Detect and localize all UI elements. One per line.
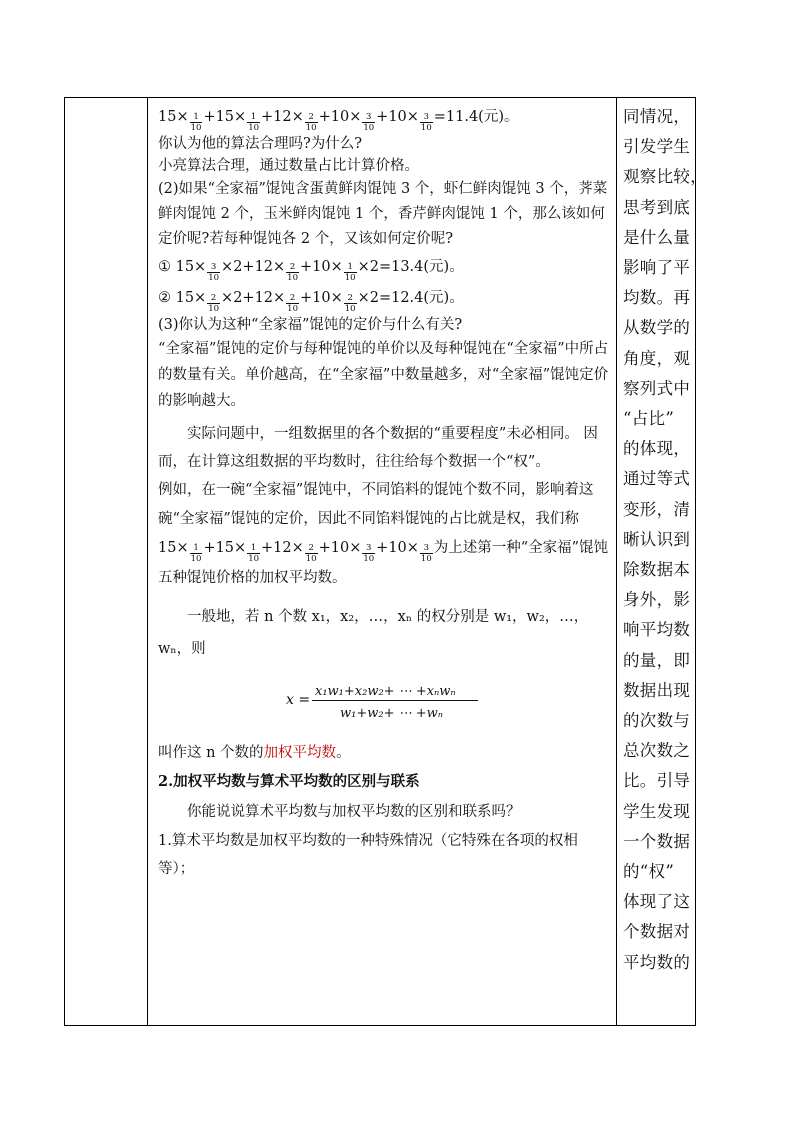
note-line: 体现了这: [623, 892, 691, 912]
note-line: 均数。再: [623, 288, 691, 308]
answer-1: 小亮算法合理，通过数量占比计算价格。: [158, 158, 419, 174]
fraction: $\frac{1}{10}$: [190, 112, 202, 133]
fraction: $\frac{1}{10}$: [190, 543, 202, 564]
weighted-mean-highlight: 加权平均数: [263, 745, 337, 761]
left-column: [65, 98, 148, 1026]
fraction: $\frac{1}{10}$: [344, 262, 356, 283]
fraction: $\frac{1}{10}$: [248, 112, 260, 133]
note-line: 通过等式: [623, 469, 691, 489]
design-notes: [617, 98, 707, 978]
note-line: 同情况，: [623, 107, 691, 126]
item-1: 1.算术平均数是加权平均数的一种特殊情况（它特殊在各项的权相等）；: [158, 833, 578, 877]
note-line: 响平均数: [623, 620, 691, 640]
note-line: 个数据对: [623, 922, 691, 942]
note-line: 的体现，: [623, 439, 691, 459]
note-line: 晰认识到: [623, 529, 691, 549]
fraction: $\frac{3}{10}$: [420, 543, 432, 564]
equation-line-1: 15× $\frac{1}{10}$ +15× $\frac{1}{10}$ +12× $\frac{2}{10}$ +10× $\frac{3}{10}$ +10× $\frac{3}{10}$ =11.4(元)。: [158, 109, 519, 133]
note-line: 数据出现: [623, 680, 691, 700]
equation-1: ① 15× $\frac{3}{10}$ ×2+12× $\frac{2}{10}$ +10× $\frac{1}{10}$ ×2=13.4(元)。: [158, 259, 464, 283]
note-line: 影响了平: [623, 258, 691, 278]
main-content: [148, 98, 616, 883]
fraction: $\frac{2}{10}$: [287, 262, 298, 283]
lesson-table: [64, 97, 707, 1026]
note-line: 变形，清: [623, 499, 691, 519]
note-line: 身外，影: [623, 590, 691, 610]
paragraph-weight: 实际问题中，一组数据里的各个数据的“重要程度”未必相同。 因而，在计算这组数据的平均数时，往往给每个数据一个“权”。: [158, 426, 598, 470]
fraction: $\frac{2}{10}$: [344, 293, 356, 314]
question-2: (2)如果“全家福”馄饨含蛋黄鲜肉馄饨 3 个，虾仁鲜肉馄饨 3 个，荠菜鲜肉馄饨 2 个，玉米鲜肉馄饨 1 个，香芹鲜肉馄饨 1 个，那么该如何定价呢?若每种馄饨各 2 个，又该如何定价呢?: [158, 181, 608, 247]
content-column: [148, 98, 617, 1026]
note-line: 的量，即: [623, 650, 691, 670]
note-line: 引发学生: [623, 137, 691, 157]
fraction: $\frac{2}{10}$: [208, 293, 220, 314]
weighted-mean-term: 叫作这 n 个数的加权平均数。: [158, 745, 351, 761]
fraction: $\frac{3}{10}$: [420, 112, 432, 133]
note-line: 观察比较，: [623, 167, 707, 187]
note-line: 的“权”: [623, 862, 675, 882]
note-line: 思考到底: [623, 197, 691, 217]
note-line: 的次数与: [623, 711, 691, 731]
question-3: (3)你认为这种“全家福”馄饨的定价与什么有关?: [158, 317, 463, 333]
note-line: 总次数之: [623, 741, 691, 761]
fraction: $\frac{3}{10}$: [363, 112, 375, 133]
fraction: $\frac{1}{10}$: [248, 543, 260, 564]
paragraph-example: 例如，在一碗“全家福”馄饨中，不同馅料的馄饨个数不同，影响着这碗“全家福”馄饨的定价，因此不同馅料馄饨的占比就是权，我们称 15× $\frac{1}{10}$ +15× $\frac{1}{10}$ +12× $\frac{2}{10}$ +10× $\frac{3}{10}$ +10× $\frac{3}{10}$ 为上述第一种“全家福”馄饨五种馄饨价格的加权平均数。: [158, 482, 609, 586]
note-line: 角度，观: [623, 348, 691, 368]
note-line: 平均数的: [623, 952, 691, 972]
question-1: 你认为他的算法合理吗?为什么?: [158, 136, 363, 152]
answer-3: “全家福”馄饨的定价与每种馄饨的单价以及每种馄饨在“全家福”中所占的数量有关。单价越高，在“全家福”中数量越多，对“全家福”馄饨定价的影响越大。: [158, 341, 609, 409]
weighted-mean-formula: [158, 673, 610, 735]
note-line: 除数据本: [623, 560, 691, 580]
fraction: $\frac{3}{10}$: [363, 543, 375, 564]
note-line: “占比”: [623, 409, 675, 429]
formula-fraction-bar: [312, 700, 478, 701]
note-line: 学生发现: [623, 801, 691, 821]
notes-column: [617, 98, 707, 1026]
note-line: 是什么量: [623, 227, 691, 247]
fraction: $\frac{2}{10}$: [305, 112, 317, 133]
note-line: 比。引导: [623, 771, 691, 791]
formula-lhs: x =: [286, 692, 311, 708]
fraction: $\frac{3}{10}$: [208, 262, 220, 283]
note-line: 察列式中: [623, 378, 691, 398]
formula-denominator: w₁+w₂+ ⋯ +wₙ: [340, 706, 444, 721]
equation-2: ② 15× $\frac{2}{10}$ ×2+12× $\frac{2}{10}$ +10× $\frac{2}{10}$ ×2=12.4(元)。: [158, 290, 464, 314]
formula-numerator: x₁w₁+x₂w₂+ ⋯ +xₙwₙ: [315, 684, 456, 699]
section-2-heading: 2.加权平均数与算术平均数的区别与联系: [158, 773, 420, 790]
fraction: $\frac{2}{10}$: [305, 543, 317, 564]
question-4: 你能说说算术平均数与加权平均数的区别和联系吗？: [187, 804, 521, 820]
note-line: 从数学的: [623, 318, 691, 338]
fraction: $\frac{2}{10}$: [287, 293, 298, 314]
note-line: 一个数据: [623, 831, 691, 851]
general-definition: 一般地，若 n 个数 x₁，x₂，…，xₙ 的权分别是 w₁，w₂，…，wₙ，则: [158, 609, 589, 657]
